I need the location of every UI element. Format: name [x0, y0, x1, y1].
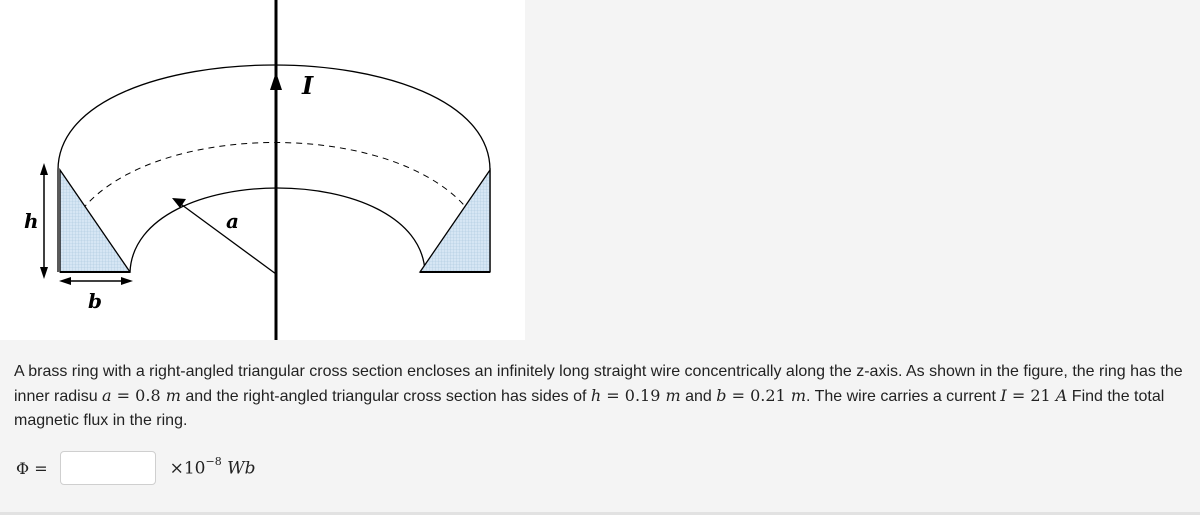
- label-b: b: [88, 289, 102, 313]
- label-a: a: [226, 209, 239, 233]
- h-arrow-up-icon: [40, 163, 48, 175]
- label-h: h: [24, 209, 39, 233]
- current-arrow-icon: [270, 72, 282, 90]
- label-current: I: [302, 71, 314, 100]
- unit-label: $\times 10^{-8}$ Wb: [169, 455, 256, 479]
- right-triangle-section: [420, 170, 490, 272]
- h-arrow-down-icon: [40, 267, 48, 279]
- left-triangle-section: [60, 170, 130, 272]
- ring-diagram: [0, 0, 525, 340]
- b-arrow-right-icon: [121, 277, 133, 285]
- problem-text: A brass ring with a right-angled triangular cross section encloses an infinitely long straight wire concentrically along the z-axis. As shown in the figure, the ring has the inner radisu a = 0.8 m and the right-angled triangular cross section has sides of h = 0.19 m and b = 0.21 m. The wire carries a current I = 21 A Find the total magnetic flux in the ring.: [14, 363, 1183, 429]
- flux-answer-input[interactable]: [60, 451, 156, 485]
- flux-label: Φ =: [16, 458, 48, 478]
- ring-figure: [0, 0, 525, 340]
- b-arrow-left-icon: [59, 277, 71, 285]
- answer-row: [16, 449, 255, 487]
